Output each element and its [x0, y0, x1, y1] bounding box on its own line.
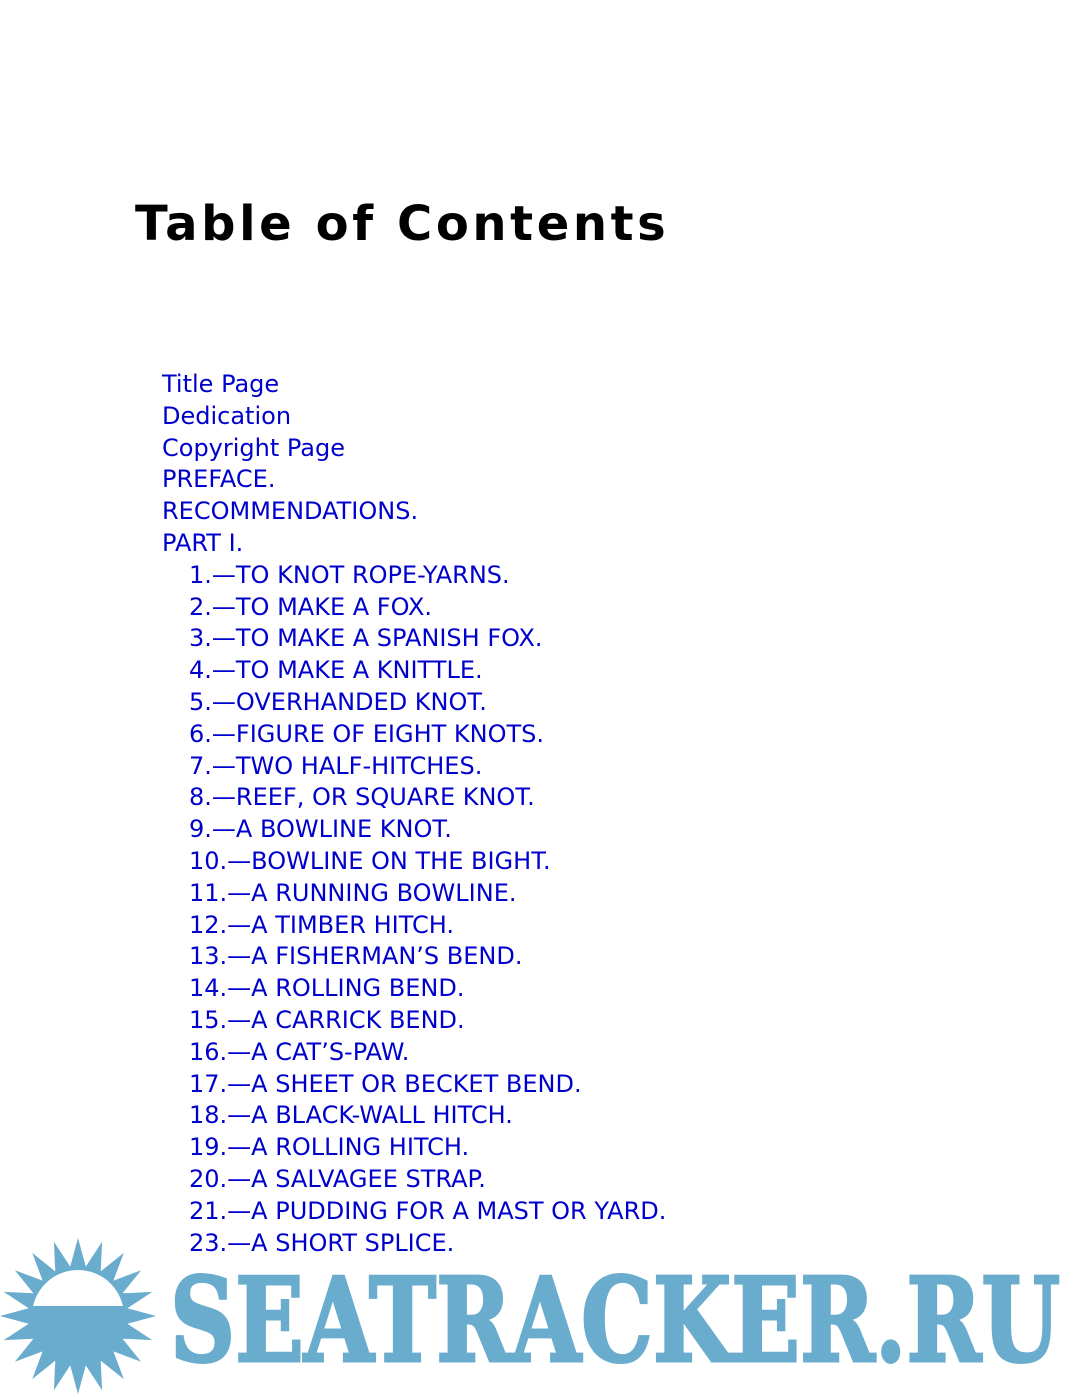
toc-item — [162, 1069, 666, 1101]
toc-link[interactable]: 18.—A BLACK-WALL HITCH. — [189, 1101, 513, 1130]
toc-link[interactable]: 1.—TO KNOT ROPE-YARNS. — [189, 560, 510, 589]
toc-link[interactable]: 17.—A SHEET OR BECKET BEND. — [189, 1069, 582, 1098]
toc-item — [162, 846, 666, 878]
toc-link[interactable]: 5.—OVERHANDED KNOT. — [189, 687, 487, 716]
toc-link[interactable]: 21.—A PUDDING FOR A MAST OR YARD. — [189, 1196, 667, 1225]
toc-item — [162, 814, 666, 846]
toc-link[interactable]: 12.—A TIMBER HITCH. — [189, 910, 454, 939]
toc-item — [162, 528, 666, 560]
toc-item — [162, 910, 666, 942]
toc-item — [162, 1005, 666, 1037]
toc-item — [162, 369, 666, 401]
toc-link[interactable]: 16.—A CAT’S-PAW. — [189, 1037, 410, 1066]
toc-item — [162, 464, 666, 496]
sun-burst-icon — [0, 1238, 156, 1394]
toc-link[interactable]: 19.—A ROLLING HITCH. — [189, 1133, 470, 1162]
toc-link[interactable]: 4.—TO MAKE A KNITTLE. — [189, 656, 483, 685]
toc-item — [162, 560, 666, 592]
toc-link[interactable]: 9.—A BOWLINE KNOT. — [189, 815, 452, 844]
toc-link[interactable]: PART I. — [162, 528, 244, 557]
watermark-text: SEATRACKER.RU — [170, 1253, 1060, 1389]
toc-item — [162, 782, 666, 814]
toc-item — [162, 433, 666, 465]
toc-item — [162, 941, 666, 973]
toc-item — [162, 592, 666, 624]
toc-item — [162, 1196, 666, 1228]
toc-link[interactable]: Copyright Page — [162, 433, 345, 462]
toc-link[interactable]: 15.—A CARRICK BEND. — [189, 1005, 465, 1034]
toc-link[interactable]: 3.—TO MAKE A SPANISH FOX. — [189, 624, 543, 653]
toc-item — [162, 655, 666, 687]
toc-item — [162, 401, 666, 433]
toc-link[interactable]: 11.—A RUNNING BOWLINE. — [189, 878, 517, 907]
toc-link[interactable]: 14.—A ROLLING BEND. — [189, 974, 465, 1003]
toc-link[interactable]: RECOMMENDATIONS. — [162, 497, 419, 526]
toc-link[interactable]: Title Page — [162, 370, 280, 398]
toc-item — [162, 973, 666, 1005]
page-title: Table of Contents — [135, 196, 670, 252]
toc-link[interactable]: 2.—TO MAKE A FOX. — [189, 592, 433, 621]
table-of-contents — [162, 369, 666, 1259]
toc-item — [162, 1100, 666, 1132]
toc-link[interactable]: 20.—A SALVAGEE STRAP. — [189, 1164, 486, 1193]
toc-link[interactable]: 7.—TWO HALF-HITCHES. — [189, 751, 483, 780]
toc-item — [162, 1037, 666, 1069]
toc-item — [162, 878, 666, 910]
toc-item — [162, 687, 666, 719]
toc-item — [162, 751, 666, 783]
toc-item — [162, 1132, 666, 1164]
toc-link[interactable]: PREFACE. — [162, 465, 276, 494]
toc-item — [162, 719, 666, 751]
toc-link[interactable]: Dedication — [162, 401, 292, 430]
toc-link[interactable]: 13.—A FISHERMAN’S BEND. — [189, 942, 523, 971]
toc-link[interactable]: 10.—BOWLINE ON THE BIGHT. — [189, 846, 551, 875]
toc-item — [162, 496, 666, 528]
toc-item — [162, 1164, 666, 1196]
toc-link[interactable]: 6.—FIGURE OF EIGHT KNOTS. — [189, 719, 545, 748]
toc-link[interactable]: 23.—A SHORT SPLICE. — [189, 1228, 455, 1257]
watermark-logo — [0, 1236, 1080, 1397]
toc-link[interactable]: 8.—REEF, OR SQUARE KNOT. — [189, 783, 535, 812]
toc-item — [162, 623, 666, 655]
